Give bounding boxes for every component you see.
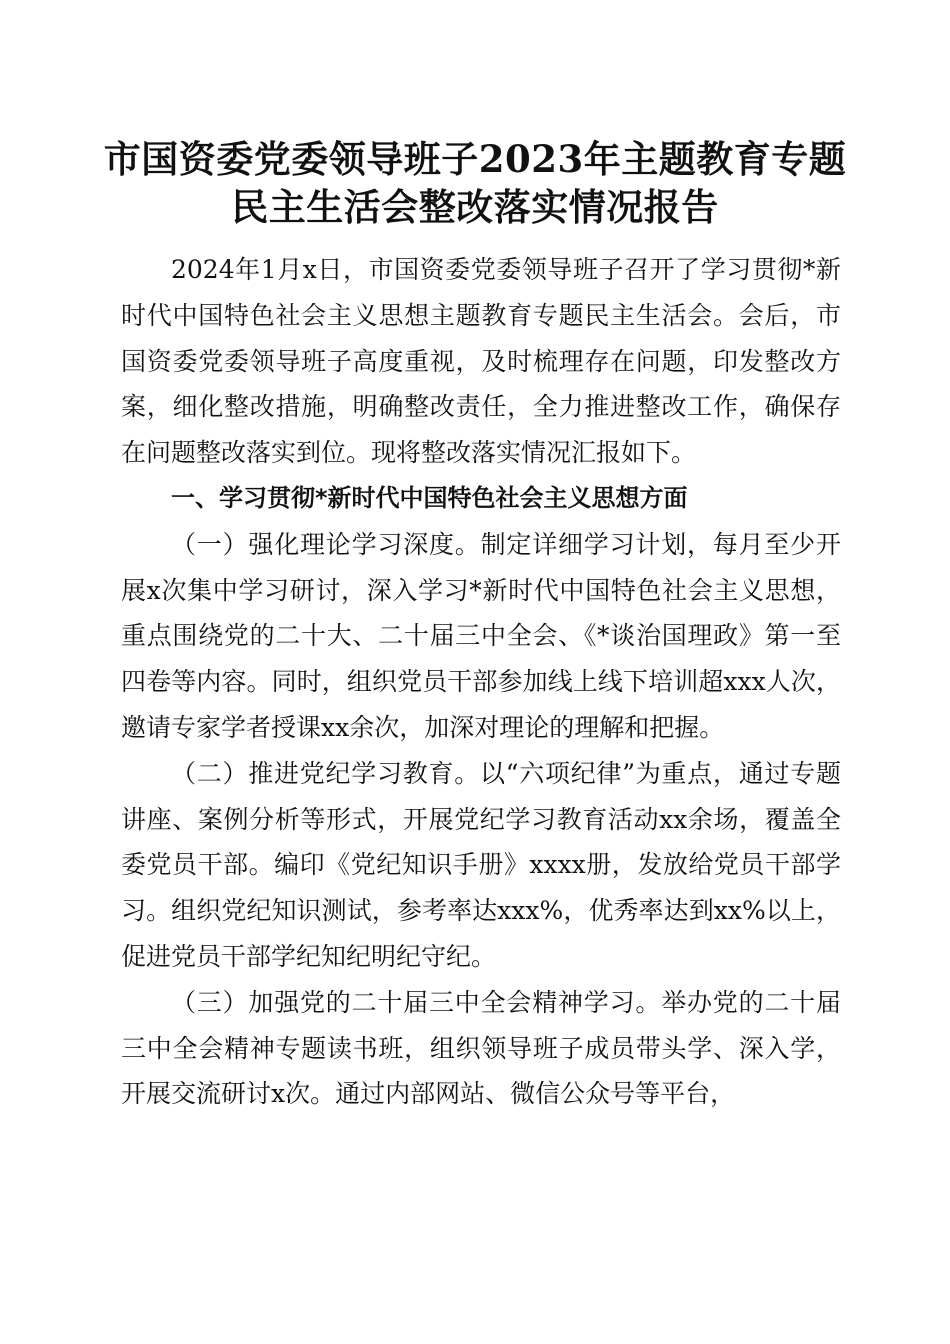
intro-paragraph: 2024年1月x日，市国资委党委领导班子召开了学习贯彻*新时代中国特色社会主义思想主题教育专题民主生活会。会后，市国资委党委领导班子高度重视，及时梳理存在问题，印发整改方案，细化整改措施，明确整改责任，全力推进整改工作，确保存在问题整改落实到位。现将整改落实情况汇报如下。 <box>121 255 841 468</box>
paragraph-3: （三）加强党的二十届三中全会精神学习。举办党的二十届三中全会精神专题读书班，组织领导班子成员带头学、深入学，开展交流研讨x次。通过内部网站、微信公众号等平台， <box>121 987 841 1109</box>
title-line-2: 民主生活会整改落实情况报告 <box>231 185 719 229</box>
section-1-heading: 一、学习贯彻*新时代中国特色社会主义思想方面 <box>171 483 688 512</box>
paragraph-2: （二）推进党纪学习教育。以“六项纪律”为重点，通过专题讲座、案例分析等形式，开展党纪学习教育活动xx余场，覆盖全委党员干部。编印《党纪知识手册》xxxx册，发放给党员干部学习。组织党纪知识测试，参考率达xxx%，优秀率达到xx%以上，促进党员干部学纪知纪明纪守纪。 <box>121 758 841 971</box>
title-line-1: 市国资委党委领导班子2023年主题教育专题 <box>103 137 847 181</box>
document-body <box>121 247 841 1117</box>
paragraph-1: （一）强化理论学习深度。制定详细学习计划，每月至少开展x次集中学习研讨，深入学习*新时代中国特色社会主义思想，重点围绕党的二十大、二十届三中全会、《*谈治国理政》第一至四卷等内容。同时，组织党员干部参加线上线下培训超xxx人次，邀请专家学者授课xx余次，加深对理论的理解和把握。 <box>121 529 841 742</box>
